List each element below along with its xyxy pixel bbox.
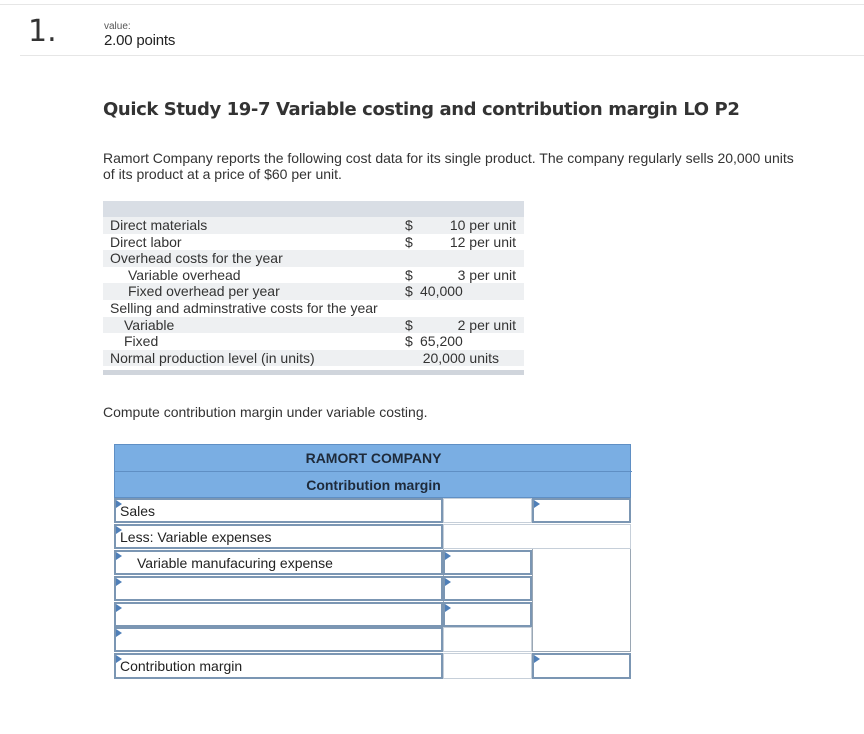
cost-dollar: $ <box>405 283 413 300</box>
cost-label: Fixed overhead per year <box>128 283 280 300</box>
cost-table-footer-bar <box>103 370 524 375</box>
question-number: 1. <box>28 14 57 49</box>
cost-amount: 40,000 <box>420 283 463 300</box>
cost-amount: 2 per unit <box>457 316 516 333</box>
worksheet-subtitle: Contribution margin <box>306 477 441 493</box>
cost-table-header-bar <box>103 201 524 217</box>
cost-dollar: $ <box>405 333 413 350</box>
cost-amount: 3 per unit <box>457 266 516 283</box>
row-label: Less: Variable expenses <box>120 529 272 545</box>
row-label: Variable manufacuring expense <box>137 555 333 571</box>
dropdown-marker-icon <box>116 526 122 534</box>
value-label: value: <box>104 21 131 32</box>
dropdown-marker-icon <box>445 604 451 612</box>
amount-input-row-3[interactable] <box>443 550 532 575</box>
amount-input-sales[interactable] <box>532 498 631 523</box>
cost-amount: 20,000 units <box>422 349 499 366</box>
amount-input-row-4[interactable] <box>443 576 532 601</box>
cost-row <box>103 234 524 251</box>
cost-row <box>103 267 524 284</box>
amount-cell-contribution-mid <box>443 653 532 679</box>
cost-label: Fixed <box>124 333 159 350</box>
cost-dollar: $ <box>405 266 413 283</box>
cost-label: Direct labor <box>110 233 182 250</box>
cost-row <box>103 350 524 367</box>
cost-label: Variable overhead <box>128 266 241 283</box>
header-divider <box>20 55 864 56</box>
amount-input-row-5[interactable] <box>443 602 532 627</box>
worksheet-frame <box>532 548 631 652</box>
amount-cell-row-6 <box>443 627 532 652</box>
cost-row <box>103 217 524 234</box>
dropdown-marker-icon <box>116 552 122 560</box>
cost-row <box>103 250 524 267</box>
cost-amount: 65,200 <box>420 333 463 350</box>
label-input-variable-manufacturing-expense[interactable] <box>114 550 443 575</box>
cost-dollar: $ <box>405 316 413 333</box>
dropdown-marker-icon <box>534 655 540 663</box>
label-input-less-variable-expenses[interactable] <box>114 524 443 549</box>
worksheet-header <box>114 444 631 498</box>
worksheet-header-divider <box>115 471 632 472</box>
dropdown-marker-icon <box>116 500 122 508</box>
label-input-row-6[interactable] <box>114 627 443 652</box>
cost-amount: 10 per unit <box>449 217 516 233</box>
cost-row <box>103 333 524 350</box>
dropdown-marker-icon <box>445 578 451 586</box>
top-divider <box>0 4 864 5</box>
cost-dollar: $ <box>405 217 413 233</box>
question-intro: Ramort Company reports the following cost data for its single product. The company regularly sells 20,000 units of its product at a price of $60 per unit. <box>103 150 794 182</box>
dropdown-marker-icon <box>445 552 451 560</box>
cost-amount: 12 per unit <box>449 233 516 250</box>
amount-input-contribution-margin[interactable] <box>532 653 631 679</box>
cost-label: Direct materials <box>110 217 208 233</box>
amount-input-sales-mid[interactable] <box>443 498 532 523</box>
row-label: Contribution margin <box>120 658 243 674</box>
cost-data-table <box>103 201 524 375</box>
cost-dollar: $ <box>405 233 413 250</box>
instruction-text: Compute contribution margin under variable costing. <box>103 404 428 420</box>
cost-label: Overhead costs for the year <box>110 250 283 267</box>
dropdown-marker-icon <box>534 500 540 508</box>
cost-label: Variable <box>124 316 175 333</box>
contribution-margin-worksheet <box>114 444 631 679</box>
label-input-row-4[interactable] <box>114 576 443 601</box>
cost-label: Selling and adminstrative costs for the year <box>110 299 378 316</box>
label-input-contribution-margin[interactable] <box>114 653 443 679</box>
label-input-row-5[interactable] <box>114 602 443 627</box>
cost-row <box>103 283 524 300</box>
value-points: 2.00 points <box>104 32 176 49</box>
cost-row <box>103 300 524 317</box>
cost-row <box>103 317 524 334</box>
amount-cell-blank <box>443 524 631 549</box>
dropdown-marker-icon <box>116 578 122 586</box>
dropdown-marker-icon <box>116 655 122 663</box>
dropdown-marker-icon <box>116 629 122 637</box>
question-title: Quick Study 19-7 Variable costing and contribution margin LO P2 <box>103 99 740 120</box>
row-label: Sales <box>120 503 156 519</box>
worksheet-company: RAMORT COMPANY <box>305 450 442 466</box>
cost-label: Normal production level (in units) <box>110 349 315 366</box>
label-input-sales[interactable] <box>114 498 443 523</box>
dropdown-marker-icon <box>116 604 122 612</box>
